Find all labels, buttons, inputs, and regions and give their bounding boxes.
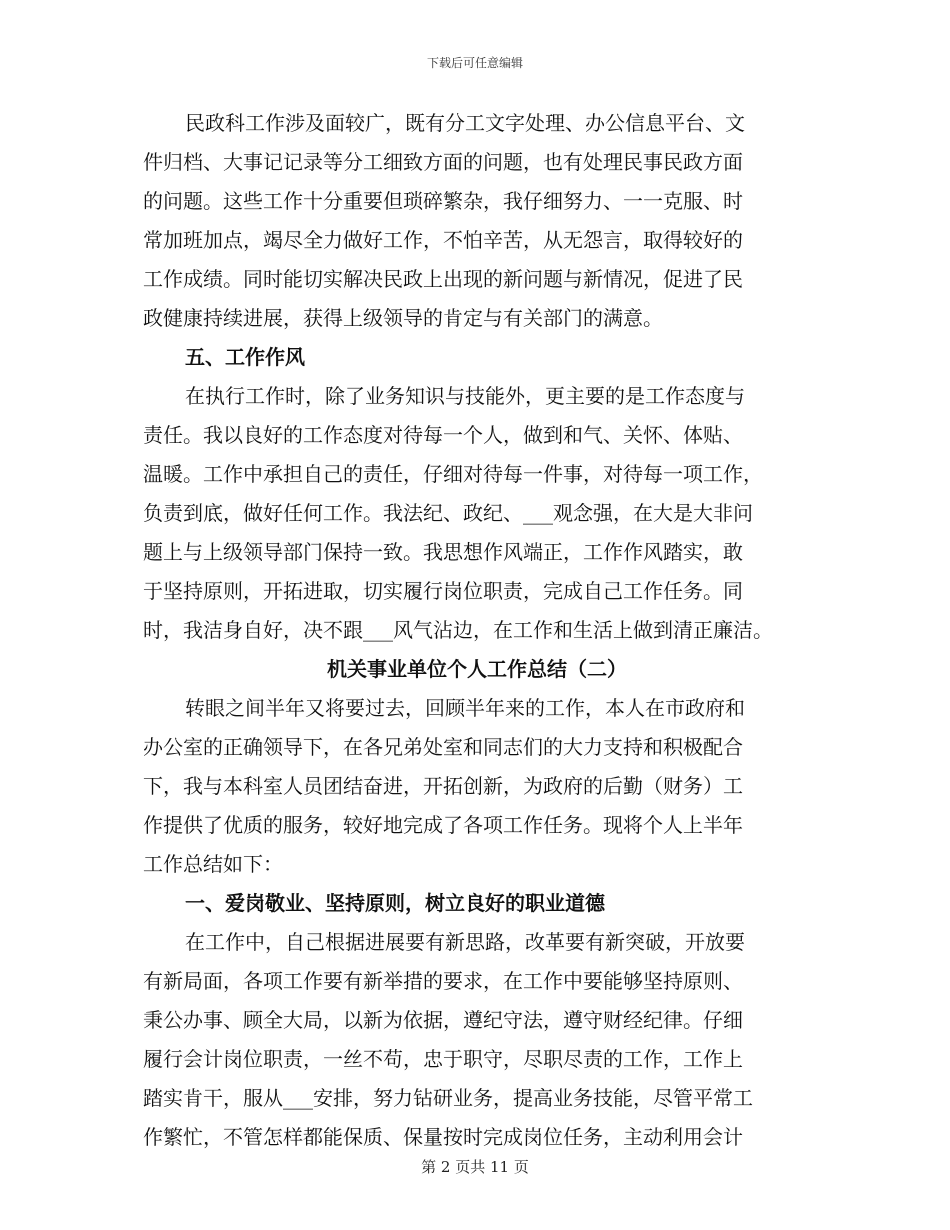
text-line: 踏实肯干，服从___安排，努力钻研业务，提高业务技能，尽管平常工 <box>143 1086 753 1110</box>
text-line: 工作总结如下： <box>143 852 283 876</box>
text-line: 件归档、大事记记录等分工细致方面的问题，也有处理民事民政方面 <box>143 150 743 174</box>
text-line: 常加班加点，竭尽全力做好工作，不怕辛苦，从无怨言，取得较好的 <box>143 228 743 252</box>
page-footer: 第 2 页共 11 页 <box>421 1158 529 1176</box>
text-line: 题上与上级领导部门保持一致。我思想作风端正，工作作风踏实，敢 <box>143 540 743 564</box>
text-line: 下，我与本科室人员团结奋进，开拓创新，为政府的后勤（财务）工 <box>143 774 743 798</box>
text-line: 在工作中，自己根据进展要有新思路，改革要有新突破，开放要 <box>185 930 745 954</box>
text-line: 转眼之间半年又将要过去，回顾半年来的工作，本人在市政府和 <box>185 696 745 720</box>
document-body <box>143 104 811 1157</box>
section-heading: 一、爱岗敬业、坚持原则，树立良好的职业道德 <box>185 891 605 915</box>
section-heading: 五、工作作风 <box>185 345 305 369</box>
text-line: 负责到底，做好任何工作。我法纪、政纪、___观念强，在大是大非问 <box>143 501 753 525</box>
text-line: 的问题。这些工作十分重要但琐碎繁杂，我仔细努力、一一克服、时 <box>143 189 743 213</box>
text-line: 民政科工作涉及面较广，既有分工文字处理、办公信息平台、文 <box>185 111 745 135</box>
text-line: 时，我洁身自好，决不跟___风气沾边，在工作和生活上做到清正廉洁。 <box>143 618 773 642</box>
section-title: 机关事业单位个人工作总结（二） <box>327 657 627 681</box>
page-header: 下载后可任意编辑 <box>426 56 523 70</box>
text-line: 履行会计岗位职责，一丝不苟，忠于职守，尽职尽责的工作，工作上 <box>143 1047 743 1071</box>
text-line: 秉公办事、顾全大局，以新为依据，遵纪守法，遵守财经纪律。仔细 <box>143 1008 743 1032</box>
text-line: 办公室的正确领导下，在各兄弟处室和同志们的大力支持和积极配合 <box>143 735 743 759</box>
text-line: 在执行工作时，除了业务知识与技能外，更主要的是工作态度与 <box>185 384 745 408</box>
text-line: 工作成绩。同时能切实解决民政上出现的新问题与新情况，促进了民 <box>143 267 743 291</box>
text-line: 责任。我以良好的工作态度对待每一个人，做到和气、关怀、体贴、 <box>143 423 743 447</box>
text-line: 作繁忙，不管怎样都能保质、保量按时完成岗位任务，主动利用会计 <box>143 1125 743 1149</box>
text-line: 作提供了优质的服务，较好地完成了各项工作任务。现将个人上半年 <box>143 813 743 837</box>
text-line: 有新局面，各项工作要有新举措的要求，在工作中要能够坚持原则、 <box>143 969 743 993</box>
text-line: 温暖。工作中承担自己的责任，仔细对待每一件事，对待每一项工作， <box>143 462 763 486</box>
text-line: 于坚持原则，开拓进取，切实履行岗位职责，完成自己工作任务。同 <box>143 579 743 603</box>
text-line: 政健康持续进展，获得上级领导的肯定与有关部门的满意。 <box>143 306 663 330</box>
